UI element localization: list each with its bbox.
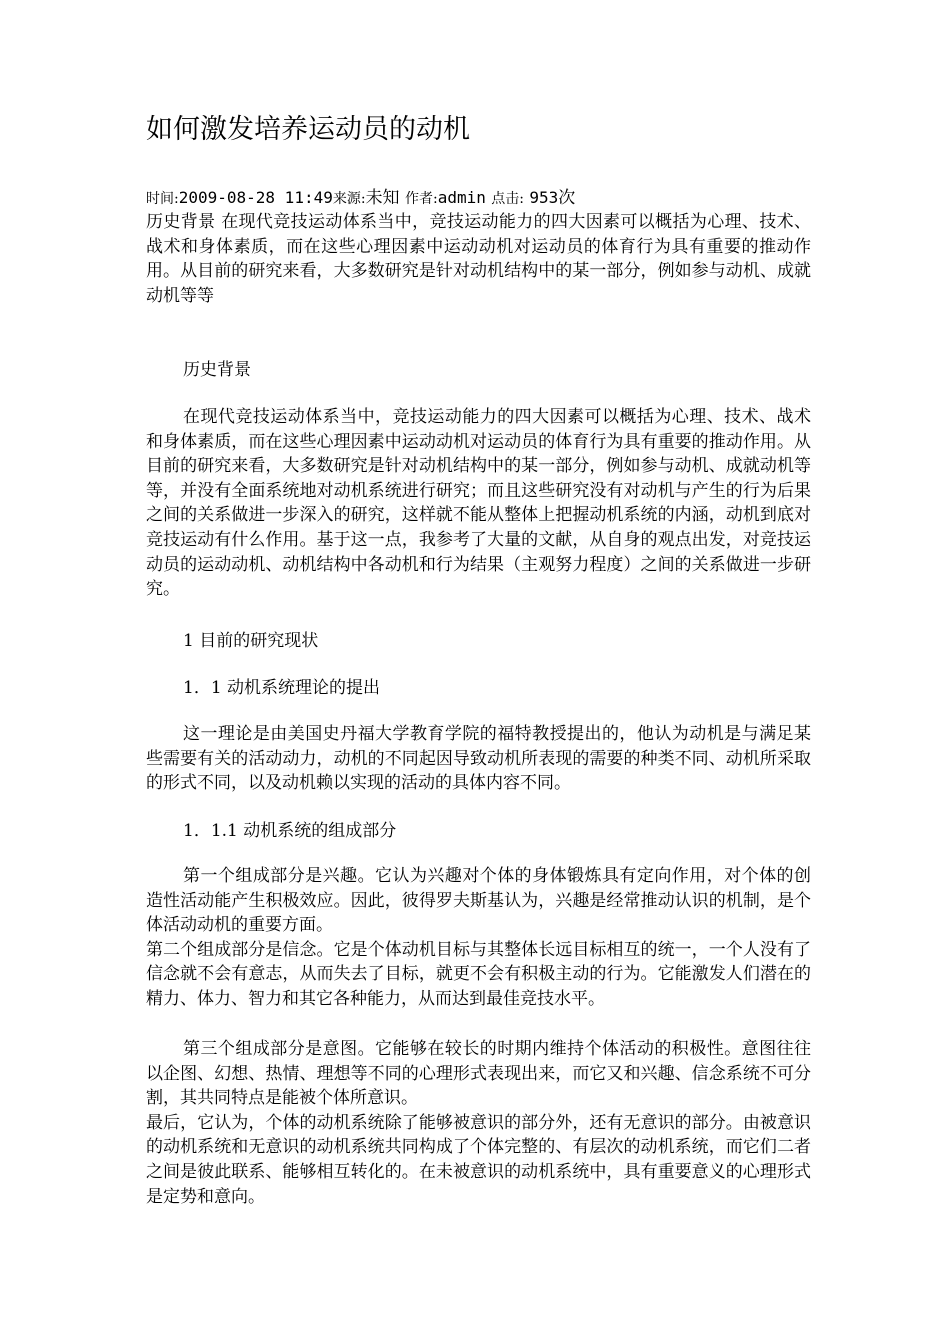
source-label: 来源: — [332, 191, 366, 207]
paragraph-theory: 这一理论是由美国史丹福大学教育学院的福特教授提出的，他认为动机是与满足某些需要有关的活动动力，动机的不同起因导致动机所表现的需要的种类不同、动机所采取的形式不同，以及动机赖以实现的活动的具体内容不同。 — [146, 724, 811, 794]
article-title: 如何激发培养运动员的动机 — [146, 114, 470, 145]
article-summary-block — [146, 210, 811, 308]
components-block-b — [146, 1037, 811, 1209]
heading-current-status: 1 目前的研究现状 — [183, 631, 319, 651]
clicks-value: 953 — [529, 188, 559, 207]
time-value: 2009-08-28 11:49 — [178, 188, 333, 207]
heading-system-components: 1．1.1 动机系统的组成部分 — [183, 821, 397, 841]
heading-theory-proposal: 1．1 动机系统理论的提出 — [183, 678, 381, 698]
clicks-label: 点击: — [491, 191, 524, 207]
author-label: 作者: — [404, 191, 438, 207]
heading-background: 历史背景 — [183, 360, 251, 380]
paragraph-component-intention: 第三个组成部分是意图。它能够在较长的时期内维持个体活动的积极性。意图往往以企图、幻想、热情、理想等不同的心理形式表现出来，而它又和兴趣、信念系统不可分割，其共同特点是能被个体所意识。 — [146, 1039, 811, 1109]
clicks-unit: 次 — [558, 188, 576, 208]
article-summary: 历史背景 在现代竞技运动体系当中，竞技运动能力的四大因素可以概括为心理、技术、战术和身体素质，而在这些心理因素中运动动机对运动员的体育行为具有重要的推动作用。从目前的研究来看，大多数研究是针对动机结构中的某一部分，例如参与动机、成就动机等等 — [146, 212, 811, 306]
theory-block — [146, 722, 811, 796]
paragraph-component-belief: 第二个组成部分是信念。它是个体动机目标与其整体长远目标相互的统一，一个人没有了信念就不会有意志，从而失去了目标，就更不会有积极主动的行为。它能激发人们潜在的精力、体力、智力和其它各种能力，从而达到最佳竞技水平。 — [146, 939, 811, 1009]
paragraph-background: 在现代竞技运动体系当中，竞技运动能力的四大因素可以概括为心理、技术、战术和身体素质，而在这些心理因素中运动动机对运动员的体育行为具有重要的推动作用。从目前的研究来看，大多数研究是针对动机结构中的某一部分，例如参与动机、成就动机等等，并没有全面系统地对动机系统进行研究；而且这些研究没有对动机与产生的行为后果之间的关系做进一步深入的研究，这样就不能从整体上把握动机系统的内涵，动机到底对竞技运动有什么作用。基于这一点，我参考了大量的文献，从自身的观点出发，对竞技运动员的运动动机、动机结构中各动机和行为结果（主观努力程度）之间的关系做进一步研究。 — [146, 407, 811, 600]
time-label: 时间: — [146, 191, 179, 207]
background-block — [146, 405, 811, 602]
paragraph-final: 最后，它认为，个体的动机系统除了能够被意识的部分外，还有无意识的部分。由被意识的动机系统和无意识的动机系统共同构成了个体完整的、有层次的动机系统，而它们二者之间是彼此联系、能够相互转化的。在未被意识的动机系统中，具有重要意义的心理形式是定势和意向。 — [146, 1112, 811, 1207]
article-meta — [146, 186, 575, 210]
paragraph-component-interest: 第一个组成部分是兴趣。它认为兴趣对个体的身体锻炼具有定向作用，对个体的创造性活动能产生积极效应。因此，彼得罗夫斯基认为，兴趣是经常推动认识的机制，是个体活动动机的重要方面。 — [146, 866, 811, 936]
components-block-a — [146, 864, 811, 1012]
author-value: admin — [437, 188, 486, 207]
source-value: 未知 — [365, 188, 400, 208]
